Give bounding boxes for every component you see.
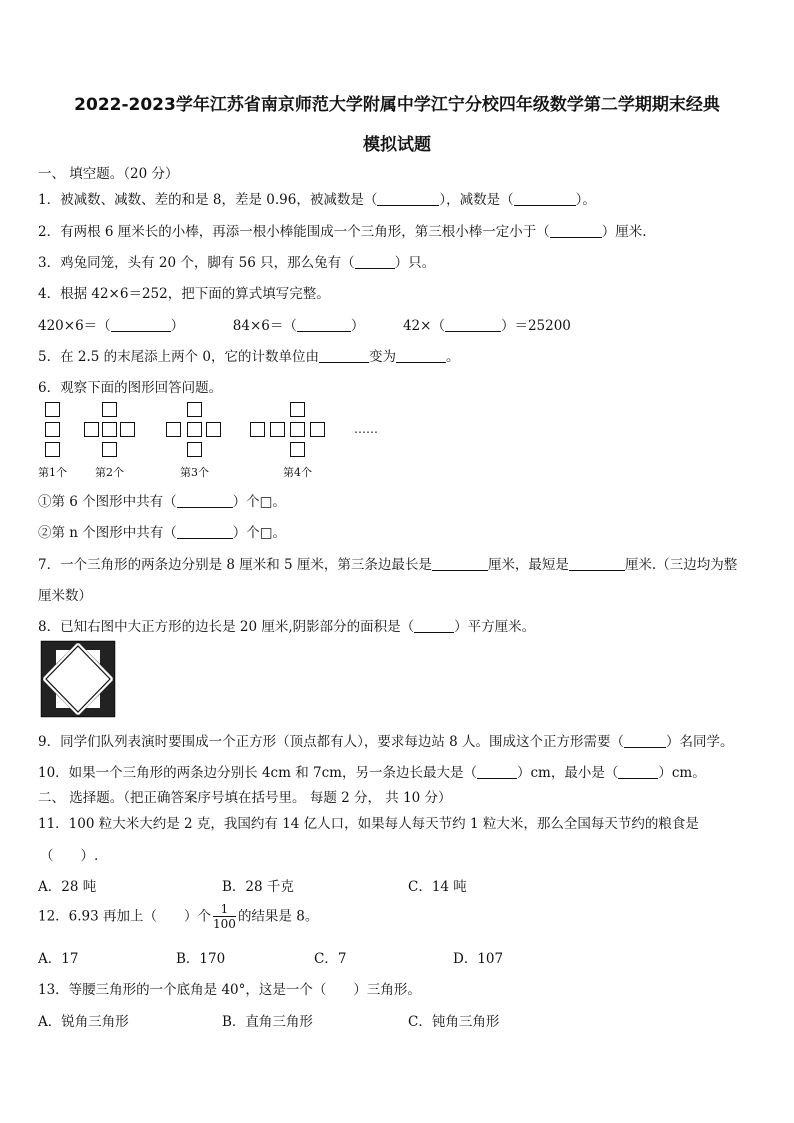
square-cell	[187, 422, 202, 437]
answer-blank[interactable]	[414, 620, 454, 633]
fraction: $\frac{1}{100}$	[213, 902, 236, 931]
square-cell	[45, 402, 60, 417]
figure-caption-2: 第2个	[95, 466, 124, 479]
square-cell	[102, 442, 117, 457]
figure-caption-1: 第1个	[38, 466, 67, 479]
answer-blank[interactable]	[319, 350, 369, 363]
answer-blank[interactable]	[477, 766, 517, 779]
square-shaded-figure	[40, 640, 116, 718]
question-1: 1．被减数、减数、差的和是 8，差是 0.96，被减数是（ ），减数是（ ）。	[38, 192, 596, 208]
option-c[interactable]: C．7	[314, 951, 347, 967]
square-cell	[102, 422, 117, 437]
square-cell	[120, 422, 135, 437]
square-cell	[310, 422, 325, 437]
section2-header: 二、 选择题。（把正确答案序号填在括号里。 每题 2 分， 共 10 分）	[38, 790, 452, 806]
square-cell	[206, 422, 221, 437]
square-cell	[45, 442, 60, 457]
pattern-ellipsis: ……	[354, 422, 378, 436]
exam-title-line1: 2022-2023学年江苏省南京师范大学附属中学江宁分校四年级数学第二学期期末经典	[74, 95, 720, 115]
question-2: 2．有两根 6 厘米长的小棒，再添一根小棒能围成一个三角形，第三根小棒一定小于（ ）厘米.	[38, 224, 647, 240]
answer-blank[interactable]	[111, 319, 171, 332]
answer-blank[interactable]	[618, 766, 658, 779]
answer-blank[interactable]	[377, 193, 439, 206]
square-cell	[102, 402, 117, 417]
square-cell	[187, 442, 202, 457]
answer-blank[interactable]	[355, 256, 395, 269]
answer-blank[interactable]	[177, 526, 233, 539]
option-b[interactable]: B．直角三角形	[222, 1014, 313, 1030]
option-c[interactable]: C．钝角三角形	[408, 1014, 500, 1030]
question-6-sub1: ①第 6 个图形中共有（ ）个□。	[38, 494, 286, 510]
answer-blank[interactable]	[445, 319, 501, 332]
option-a[interactable]: A．28 吨	[38, 879, 97, 895]
square-cell	[270, 422, 285, 437]
question-8: 8．已知右图中大正方形的边长是 20 厘米,阴影部分的面积是（ ）平方厘米。	[38, 619, 536, 635]
question-7-cont: 厘米数）	[38, 588, 92, 604]
answer-blank[interactable]	[550, 225, 602, 238]
answer-blank[interactable]	[177, 495, 233, 508]
question-7: 7．一个三角形的两条边分别是 8 厘米和 5 厘米，第三条边最长是 厘米，最短是 厘米.（三边均为整	[38, 557, 738, 573]
question-4-stem: 4．根据 42×6＝252，把下面的算式填写完整。	[38, 286, 330, 302]
square-cell	[166, 422, 181, 437]
figure-caption-4: 第4个	[283, 466, 312, 479]
question-5: 5．在 2.5 的末尾添上两个 0，它的计数单位由 变为 。	[38, 349, 460, 365]
answer-blank[interactable]	[514, 193, 576, 206]
square-cell	[250, 422, 265, 437]
square-cell	[187, 402, 202, 417]
question-10: 10．如果一个三角形的两条边分别长 4cm 和 7cm，另一条边长最大是（ ）cm，最小是（ ）cm。	[38, 765, 706, 781]
question-11-paren: （ ）.	[40, 848, 99, 864]
question-6-stem: 6．观察下面的图形回答问题。	[38, 380, 223, 396]
square-cell	[45, 422, 60, 437]
question-12: 12．6.93 再加上（ ）个 $\frac{1}{100}$ 的结果是 8。	[38, 902, 319, 931]
question-3: 3．鸡兔同笼，头有 20 个，脚有 56 只，那么兔有（ ）只。	[38, 255, 436, 271]
section1-header: 一、 填空题。（20 分）	[38, 166, 179, 182]
square-cell	[290, 402, 305, 417]
option-a[interactable]: A．17	[38, 951, 79, 967]
question-9: 9．同学们队列表演时要围成一个正方形（顶点都有人），要求每边站 8 人。围成这个正方形需要（ ）名同学。	[38, 734, 734, 750]
question-11-stem: 11．100 粒大米大约是 2 克，我国约有 14 亿人口，如果每人每天节约 1 粒大米，那么全国每天节约的粮食是	[38, 816, 699, 832]
square-cell	[290, 442, 305, 457]
question-13-stem: 13．等腰三角形的一个底角是 40°，这是一个（ ）三角形。	[38, 982, 421, 998]
square-cell	[84, 422, 99, 437]
exam-title-line2: 模拟试题	[363, 135, 431, 155]
figure-caption-3: 第3个	[180, 466, 209, 479]
answer-blank[interactable]	[297, 319, 351, 332]
option-d[interactable]: D．107	[453, 951, 504, 967]
answer-blank[interactable]	[396, 350, 446, 363]
option-b[interactable]: B．170	[176, 951, 226, 967]
option-c[interactable]: C．14 吨	[408, 879, 467, 895]
square-cell	[290, 422, 305, 437]
answer-blank[interactable]	[569, 558, 625, 571]
question-6-sub2: ②第 n 个图形中共有（ ）个□。	[38, 525, 287, 541]
question-4-expressions: 420×6＝（ ） 84×6＝（ ） 42×（ ）＝25200	[38, 318, 571, 334]
answer-blank[interactable]	[624, 735, 666, 748]
answer-blank[interactable]	[432, 558, 488, 571]
option-a[interactable]: A．锐角三角形	[38, 1014, 129, 1030]
option-b[interactable]: B．28 千克	[222, 879, 294, 895]
